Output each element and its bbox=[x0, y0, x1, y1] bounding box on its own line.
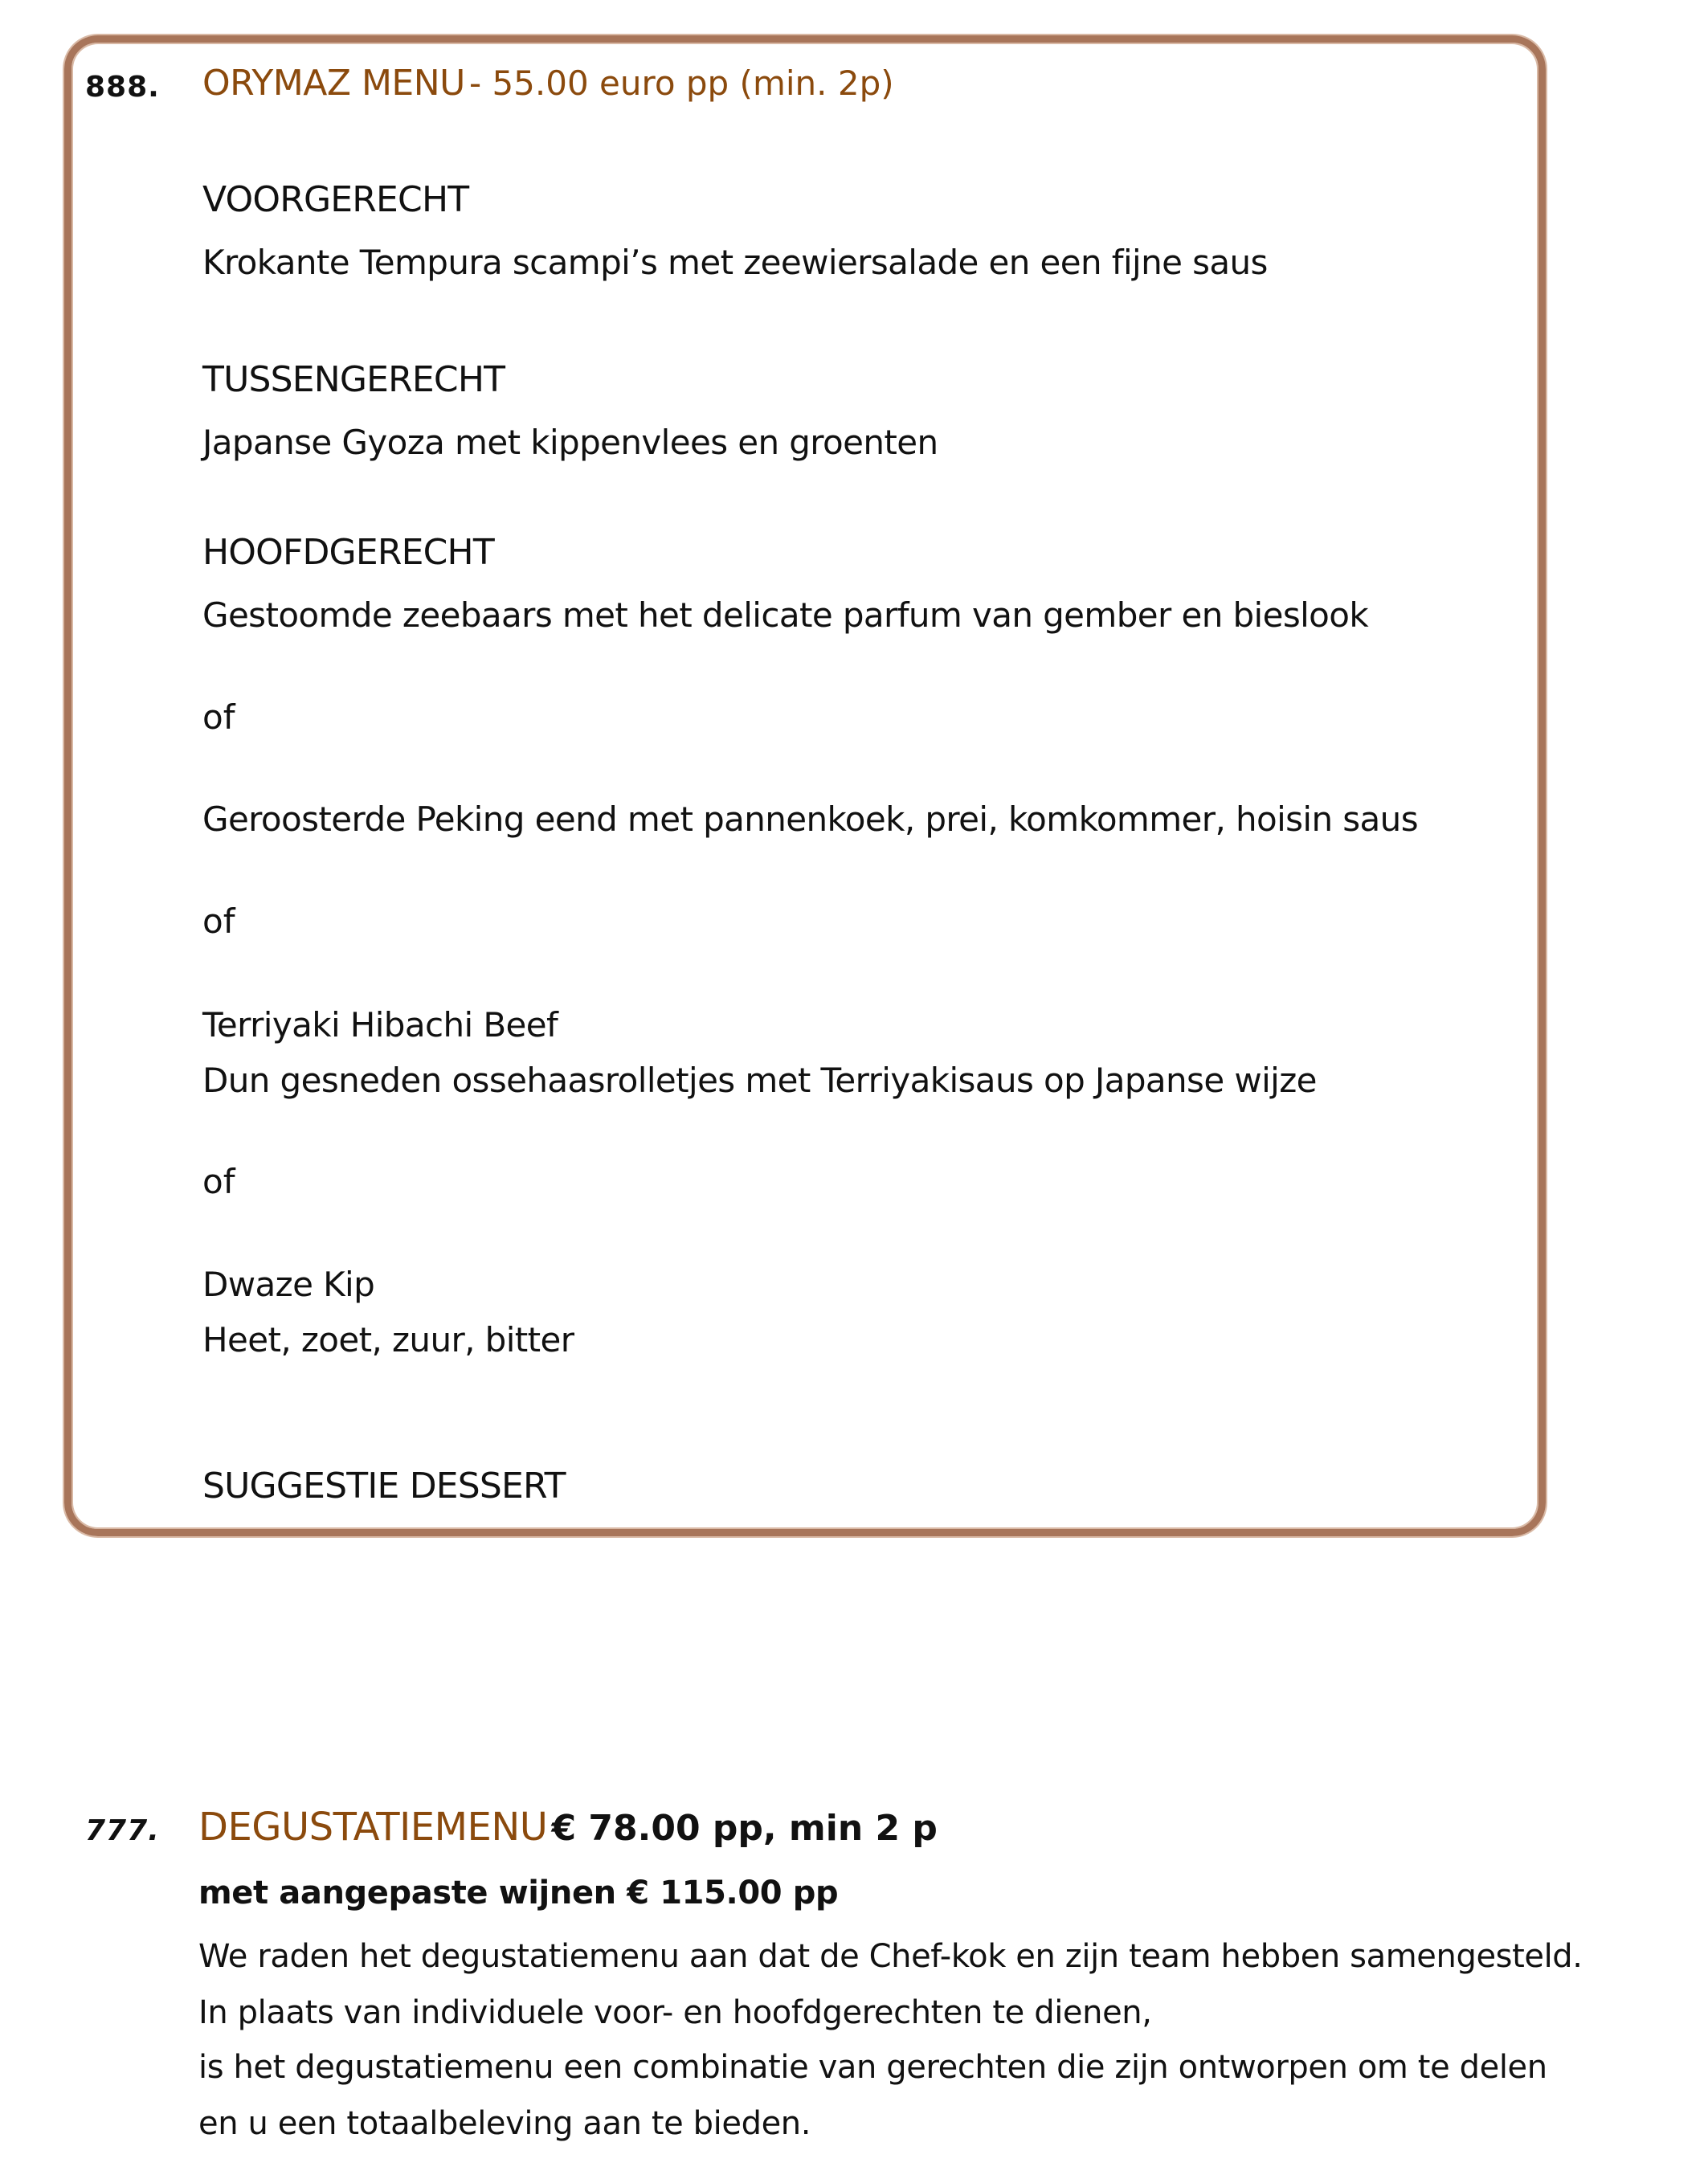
degustatie-wine-price: met aangepaste wijnen € 115.00 pp bbox=[198, 1875, 839, 1911]
option-separator: of bbox=[202, 1162, 235, 1201]
dish-dwaze-kip-title: Dwaze Kip bbox=[202, 1265, 375, 1304]
degustatie-number: 777. bbox=[85, 1814, 160, 1847]
degustatie-description-line: is het degustatiemenu een combinatie van gerechten die zijn ontworpen om te delen bbox=[198, 2049, 1547, 2086]
degustatie-title: DEGUSTATIEMENU bbox=[198, 1805, 548, 1850]
option-separator: of bbox=[202, 902, 235, 941]
dish-hibachi-beef-description: Dun gesneden ossehaasrolletjes met Terriyakisaus op Japanse wijze bbox=[202, 1061, 1317, 1100]
dish-hibachi-beef-title: Terriyaki Hibachi Beef bbox=[202, 1005, 558, 1045]
menu-price: - 55.00 euro pp (min. 2p) bbox=[468, 63, 894, 103]
option-separator: of bbox=[202, 697, 235, 737]
dish-hoofdgerecht: Gestoomde zeebaars met het delicate parfum van gember en bieslook bbox=[202, 595, 1369, 635]
menu-number: 888. bbox=[85, 71, 160, 104]
dish-dwaze-kip-description: Heet, zoet, zuur, bitter bbox=[202, 1320, 574, 1359]
degustatie-description-line: We raden het degustatiemenu aan dat de Chef-kok en zijn team hebben samengesteld. bbox=[198, 1938, 1583, 1975]
course-heading-voorgerecht: VOORGERECHT bbox=[202, 179, 469, 220]
degustatie-description-line: In plaats van individuele voor- en hoofdgerechten te dienen, bbox=[198, 1994, 1152, 2031]
course-heading-hoofdgerecht: HOOFDGERECHT bbox=[202, 532, 494, 573]
menu-heading bbox=[202, 63, 894, 104]
dish-peking-eend: Geroosterde Peking eend met pannenkoek, prei, komkommer, hoisin saus bbox=[202, 799, 1418, 839]
dish-voorgerecht: Krokante Tempura scampi’s met zeewiersalade en een fijne saus bbox=[202, 243, 1268, 282]
menu-title: ORYMAZ MENU bbox=[202, 63, 465, 104]
dish-tussengerecht: Japanse Gyoza met kippenvlees en groenten bbox=[202, 423, 938, 462]
degustatie-description-line: en u een totaalbeleving aan te bieden. bbox=[198, 2105, 811, 2142]
course-heading-tussengerecht: TUSSENGERECHT bbox=[202, 359, 505, 400]
degustatie-heading bbox=[198, 1805, 938, 1850]
degustatie-price: € 78.00 pp, min 2 p bbox=[551, 1808, 938, 1849]
course-heading-dessert: SUGGESTIE DESSERT bbox=[202, 1466, 566, 1507]
